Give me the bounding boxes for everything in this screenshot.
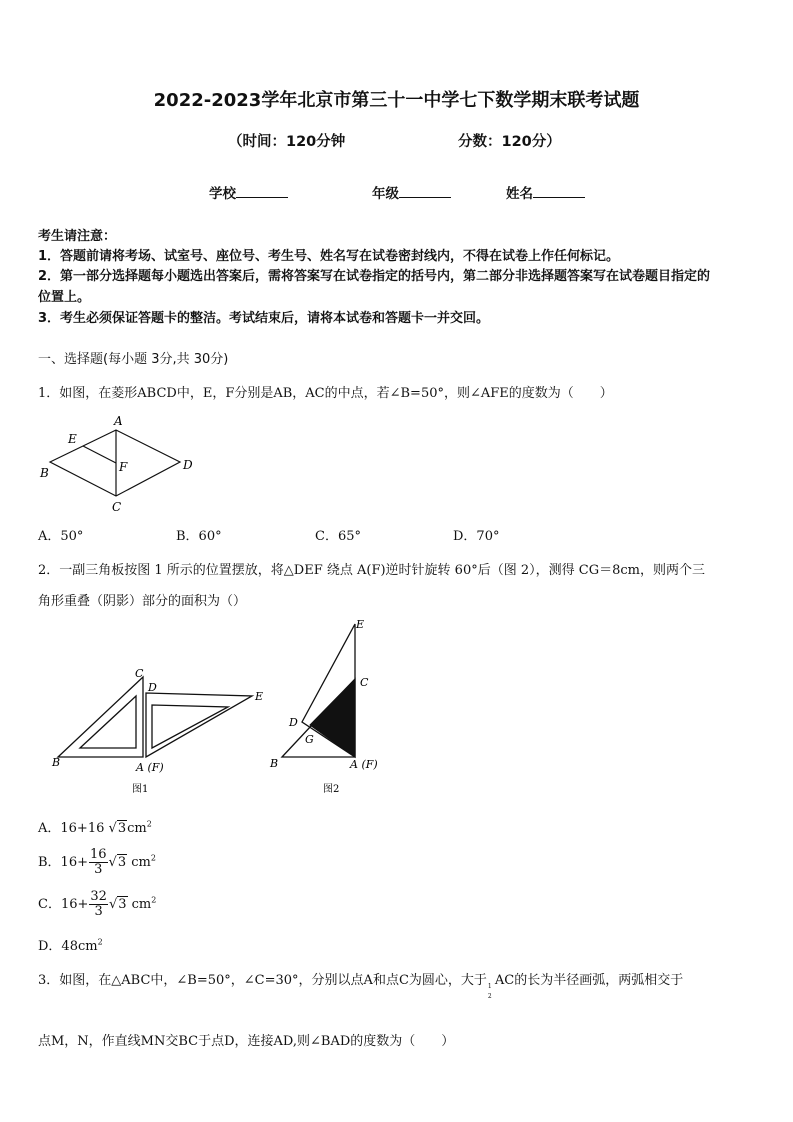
q1-option-a[interactable]: A．50°	[38, 529, 84, 544]
q2-option-c-radicand: 3	[118, 897, 127, 912]
question-3-stem-cont: 点M，N，作直线MN交BC于点D，连接AD,则∠BAD的度数为（ ）	[38, 1034, 455, 1049]
notice-item-2: 2．第一部分选择题每小题选出答案后，需将答案写在试卷指定的括号内，第二部分非选择题答案写在试卷题目指定的	[38, 269, 711, 284]
q2-option-c-fraction	[89, 890, 108, 919]
page-title: 2022-2023学年北京市第三十一中学七下数学期末联考试题	[153, 90, 640, 111]
exam-time: （时间：120分钟	[228, 134, 346, 150]
q2-option-c-exp: 2	[151, 895, 157, 905]
question-3-stem	[38, 969, 684, 1000]
rhombus-figure	[36, 410, 206, 515]
q2-option-a-prefix: A．16+16	[38, 821, 105, 836]
q2-option-b[interactable]	[38, 848, 156, 877]
label-d: D	[183, 458, 193, 472]
question-3-stem-part1: 3．如图，在△ABC中，∠B=50°，∠C=30°，分别以点A和点C为圆心，大于	[38, 973, 487, 988]
fig1-label-b: B	[52, 756, 61, 769]
fig2-label-af: A (F)	[350, 758, 378, 771]
fig1-caption: 图1	[132, 784, 149, 795]
q2-option-b-fraction	[89, 848, 108, 877]
q2-option-a-exp: 2	[146, 819, 152, 829]
sqrt-symbol: √3	[108, 855, 127, 870]
q2-option-b-prefix: B．16+	[38, 855, 88, 870]
fraction-numerator: 32	[90, 889, 107, 904]
q2-option-b-exp: 2	[150, 853, 156, 863]
name-blank[interactable]	[533, 185, 585, 198]
question-3-stem-part2: AC的长为半径画弧，两弧相交于	[494, 973, 684, 988]
fraction-numerator: 16	[90, 847, 107, 862]
q2-option-d[interactable]	[38, 935, 103, 954]
q2-option-d-exp: 2	[97, 937, 103, 947]
name-field	[506, 182, 585, 202]
triangle-def-inner	[152, 705, 228, 748]
q2-option-c-unit: cm	[131, 897, 152, 912]
fig2-label-d: D	[289, 716, 298, 729]
school-field	[209, 182, 288, 202]
fig2-label-e: E	[356, 618, 365, 631]
fig2-label-b: B	[270, 757, 279, 770]
small-fraction-numerator: 1	[487, 983, 492, 990]
figure-1-triangles	[40, 660, 280, 800]
q2-option-c[interactable]	[38, 890, 156, 919]
triangle-def-outer	[146, 693, 252, 757]
q1-option-d[interactable]: D．70°	[453, 529, 500, 544]
segment-ef	[83, 446, 116, 463]
sqrt-symbol: √3	[108, 897, 127, 912]
question-2-stem-cont: 角形重叠（阴影）部分的面积为（）	[38, 594, 247, 609]
notice-heading: 考生请注意：	[38, 229, 117, 244]
name-label: 姓名	[506, 186, 533, 202]
fraction-denominator: 3	[94, 862, 103, 877]
notice-item-1: 1．答题前请将考场、试室号、座位号、考生号、姓名写在试卷密封线内，不得在试卷上作任何标记。	[38, 249, 620, 264]
q2-option-a-radicand: 3	[117, 821, 127, 836]
fraction-denominator: 3	[94, 904, 103, 919]
fig1-label-c: C	[135, 667, 144, 680]
q1-option-b[interactable]: B．60°	[176, 529, 222, 544]
triangle-abc-outer	[58, 677, 143, 757]
fig2-label-g: G	[305, 733, 314, 746]
fig2-caption: 图2	[323, 784, 340, 795]
q2-option-a[interactable]	[38, 817, 152, 836]
label-f: F	[119, 460, 128, 474]
label-a: A	[114, 414, 123, 428]
label-c: C	[112, 500, 122, 514]
notice-item-3: 3．考生必须保证答题卡的整洁。考试结束后，请将本试卷和答题卡一并交回。	[38, 311, 490, 326]
question-1-stem: 1．如图，在菱形ABCD中，E，F分别是AB，AC的中点，若∠B=50°，则∠AFE的度数为（ ）	[38, 386, 613, 401]
triangle-abc-inner	[80, 696, 136, 748]
fig1-label-af: A (F)	[136, 761, 164, 774]
q2-option-c-prefix: C．16+	[38, 897, 89, 912]
fig1-label-d: D	[148, 681, 157, 694]
label-b: B	[40, 466, 49, 480]
grade-label: 年级	[372, 186, 399, 202]
q2-option-b-radicand: 3	[117, 855, 127, 870]
notice-item-2-cont: 位置上。	[38, 290, 91, 305]
grade-blank[interactable]	[399, 185, 451, 198]
q2-option-a-unit: cm	[127, 821, 147, 836]
exam-score: 分数：120分）	[458, 134, 561, 150]
school-blank[interactable]	[236, 185, 288, 198]
fig1-label-e: E	[255, 690, 264, 703]
q2-option-d-prefix: D．48cm	[38, 939, 98, 954]
small-fraction-denominator: 2	[487, 993, 492, 1000]
small-fraction	[487, 969, 495, 1000]
q1-option-c[interactable]: C．65°	[315, 529, 361, 544]
school-label: 学校	[209, 186, 236, 202]
overlap-shaded-region	[310, 679, 355, 757]
sqrt-symbol: √3	[108, 821, 127, 836]
label-e: E	[68, 432, 77, 446]
grade-field	[372, 182, 451, 202]
q2-option-b-unit: cm	[131, 855, 151, 870]
figure-2-rotated	[262, 614, 392, 804]
section-heading: 一、选择题(每小题 3分,共 30分)	[38, 352, 229, 367]
fig2-label-c: C	[360, 676, 369, 689]
question-2-stem: 2．一副三角板按图 1 所示的位置摆放，将△DEF 绕点 A(F)逆时针旋转 60°后（图 2），测得 CG＝8cm，则两个三	[38, 563, 705, 578]
